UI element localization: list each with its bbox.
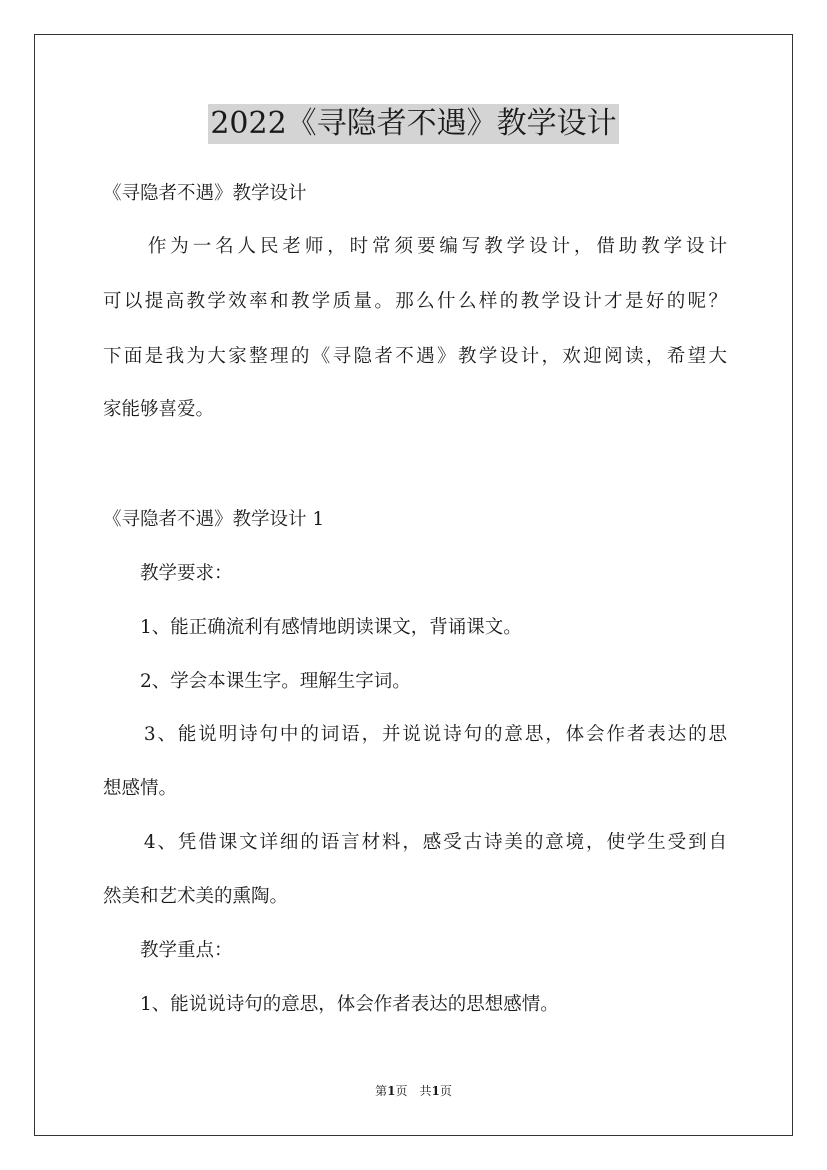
body-line: 4、凭借课文详细的语言材料，感受古诗美的意境，使学生受到自: [103, 832, 727, 853]
intro-line: 作为一名人民老师，时常须要编写教学设计，借助教学设计: [103, 236, 727, 257]
intro-line: 下面是我为大家整理的《寻隐者不遇》教学设计，欢迎阅读，希望大: [103, 346, 727, 367]
page-label-suffix: 页: [439, 1084, 452, 1098]
body-line: 然美和艺术美的熏陶。: [103, 886, 289, 907]
body-line: 2、学会本课生字。理解生字词。: [103, 671, 411, 692]
section-heading: 《寻隐者不遇》教学设计 1: [103, 509, 325, 530]
body-line: 1、能正确流利有感情地朗读课文，背诵课文。: [103, 617, 522, 638]
body-line: 教学要求：: [103, 563, 233, 584]
page-total: 1: [431, 1084, 440, 1098]
intro-line: 可以提高教学效率和教学质量。那么什么样的教学设计才是好的呢？: [103, 291, 727, 312]
document-title: 2022《寻隐者不遇》教学设计: [208, 104, 618, 144]
document-subtitle: 《寻隐者不遇》教学设计: [103, 183, 307, 204]
page-label-prefix: 第: [375, 1084, 388, 1098]
body-line: 想感情。: [103, 778, 178, 799]
body-line: 3、能说明诗句中的词语，并说说诗句的意思，体会作者表达的思: [103, 724, 727, 745]
title-container: [0, 104, 827, 144]
page-number: 1: [387, 1084, 396, 1098]
page-label-middle: 页 共: [395, 1084, 432, 1098]
body-line: 1、能说说诗句的意思，体会作者表达的思想感情。: [103, 994, 559, 1015]
page-footer: [0, 1083, 827, 1099]
intro-line: 家能够喜爱。: [103, 399, 215, 420]
body-line: 教学重点：: [103, 940, 233, 961]
